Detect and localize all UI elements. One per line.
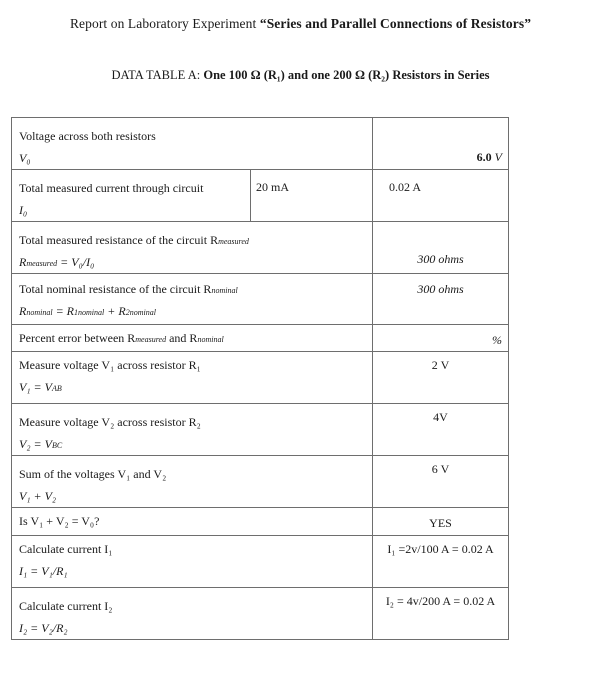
row-mid-value: 20 mA [256,180,289,194]
table-row [12,118,509,170]
report-title-prefix: Report on Laboratory Experiment [69,16,260,31]
table-row [12,325,509,352]
row-formula: I₀ [19,203,28,217]
row-label-cell [12,118,373,170]
row-value: 2 V [431,358,450,372]
row-value-cell [373,222,509,274]
row-formula-subscript: AB [51,384,62,393]
row-value-cell [373,404,509,456]
row-label-cell [12,456,373,508]
table-row [12,352,509,404]
row-label-cell [12,352,373,404]
row-formula-subscript-3: 2nominal [125,308,156,317]
row-value-cell [373,274,509,325]
row-formula-subscript: measured [26,259,58,268]
row-formula-subscript: BC [51,441,63,450]
table-row [12,456,509,508]
row-value: I₁ =2v/100 A = 0.02 A [387,542,494,556]
row-label-subscript: nominal [211,286,238,295]
row-label-cell [12,588,373,640]
row-label-subscript-2: nominal [197,335,224,344]
row-formula-subscript: nominal [26,308,53,317]
row-unit: V [494,150,503,164]
row-label: Total measured resistance of the circuit R [19,233,219,247]
row-formula: V₁ = V [19,380,52,394]
row-label-cell [12,325,373,352]
row-formula: V₀ [19,151,31,165]
data-table-a [11,117,509,640]
row-formula: I₂ = V₂/R₂ [19,621,68,635]
row-label: Calculate current I₂ [19,599,113,613]
row-formula: V₁ + V₂ [19,489,57,503]
row-label: Voltage across both resistors [19,129,156,143]
row-formula: R [19,304,27,318]
row-value-cell [373,536,509,588]
row-formula-rest-2: + R [104,304,126,318]
row-label-cell [12,170,251,222]
row-formula: R [19,255,27,269]
row-value: 300 ohms [417,252,464,266]
row-label-subscript: measured [135,335,167,344]
row-value-cell [373,325,509,352]
row-value: 4V [433,410,448,424]
table-row [12,508,509,536]
table-row [12,404,509,456]
row-label-subscript: measured [218,237,249,246]
row-label: Percent error between R [19,331,136,345]
row-label: Measure voltage V₁ across resistor R₁ [19,358,201,372]
row-label-cell [12,508,373,536]
row-label: Total nominal resistance of the circuit R [19,282,212,296]
row-value: YES [429,516,452,530]
row-value: 300 ohms [417,282,464,296]
row-label: Measure voltage V₂ across resistor R₂ [19,415,201,429]
row-label: Is V₁ + V₂ = V₀? [19,514,100,528]
table-row [12,222,509,274]
row-mid-value-cell [251,170,373,222]
report-title-name: “Series and Parallel Connections of Resistors” [259,16,532,31]
table-row [12,274,509,325]
row-formula-subscript-2: 1nominal [74,308,105,317]
row-formula-rest: = V₀/I₀ [57,255,95,269]
row-value: I₂ = 4v/200 A = 0.02 A [385,594,496,608]
row-label-cell [12,222,373,274]
data-table-title [0,68,601,83]
row-label: Sum of the voltages V₁ and V₂ [19,467,167,481]
row-value-cell [373,118,509,170]
row-label-mid: and R [166,331,198,345]
row-value: 6.0 [476,150,492,164]
report-title [0,16,601,32]
row-label-cell [12,536,373,588]
row-value-cell [373,352,509,404]
row-value-cell [373,508,509,536]
row-formula: I₁ = V₁/R₁ [19,564,68,578]
row-label-cell [12,404,373,456]
row-value: % [492,333,503,347]
table-row [12,588,509,640]
data-table-title-prefix: DATA TABLE A: [111,68,204,82]
row-value: 6 V [431,462,450,476]
row-value-cell [373,456,509,508]
row-label-cell [12,274,373,325]
row-label: Total measured current through circuit [19,181,204,195]
row-value: 0.02 A [389,180,422,194]
row-value-cell [373,588,509,640]
table-row [12,170,509,222]
row-value-cell [373,170,509,222]
row-formula: V₂ = V [19,437,52,451]
table-row [12,536,509,588]
row-label: Calculate current I₁ [19,542,113,556]
data-table-title-description: One 100 Ω (R₁) and one 200 Ω (R₂) Resistors in Series [203,68,490,82]
row-formula-rest: = R [52,304,75,318]
